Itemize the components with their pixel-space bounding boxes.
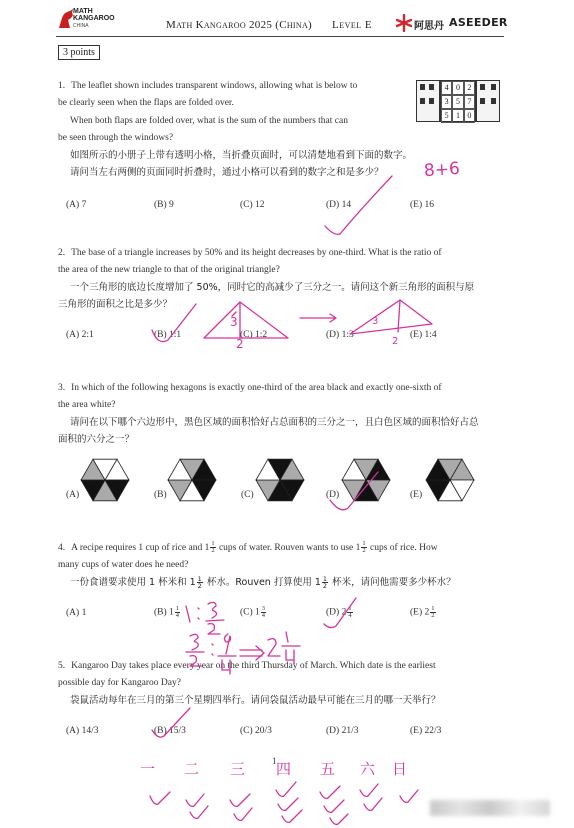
q2-en-text1: The base of a triangle increases by 50% and its height decreases by one-third. What is the ratio of — [71, 248, 442, 258]
q4-zh-line1: 一份食谱要求使用 1 杯米和 1 $\frac{1}{2}$ 杯水。Rouven 打算使用 1 $\frac{1}{2}$ 杯米，请问他需要多少杯水？ — [70, 575, 456, 590]
q5-en-text1: Kangaroo Day takes place every year on the third Thursday of March. Which date is the earliest — [71, 661, 436, 671]
hw-label: 2 — [236, 337, 244, 351]
hexagon-option-a — [81, 459, 129, 501]
q5-option-d[interactable]: (D) 21/3 — [326, 726, 359, 736]
q4-option-b[interactable]: (B) 1 $\frac{1}{4}$ — [154, 605, 180, 619]
grid-cell: 7 — [464, 95, 475, 109]
q5-en-line1 — [58, 658, 436, 675]
q5-en-line2: possible day for Kangaroo Day? — [58, 678, 181, 688]
grid-cell: 2 — [464, 81, 475, 95]
q3-option-c[interactable]: (C) — [241, 490, 254, 500]
q4-fraction: $\frac{1}{2}$ — [362, 540, 366, 555]
hw-label: 3 — [230, 315, 238, 329]
q4-option-a[interactable]: (A) 1 — [66, 608, 87, 618]
q2-option-c[interactable]: (C) 1:2 — [240, 330, 268, 340]
q5-zh-line1: 袋鼠活动每年在三月的第三个星期四举行。请问袋鼠活动最早可能在三月的哪一天举行？ — [70, 695, 441, 706]
q3-number: 3. — [58, 383, 66, 393]
grid-cell: 5 — [441, 109, 452, 123]
header-level: Level E — [332, 19, 373, 31]
logo-text-math: MATH — [73, 8, 93, 15]
q3-option-e[interactable]: (E) — [410, 490, 423, 500]
q3-option-b[interactable]: (B) — [154, 490, 167, 500]
q1-en-line2: be clearly seen when the flaps are folded over. — [58, 98, 234, 108]
q1-zh-line1: 如图所示的小册子上带有透明小格，当折叠页面时，可以清楚地看到下面的数字。 — [70, 150, 413, 161]
q3-en-line2: the area white? — [58, 400, 116, 410]
q4-en-line2: many cups of water does he need? — [58, 560, 189, 570]
q4-option-c[interactable]: (C) 1 $\frac{3}{4}$ — [240, 605, 266, 619]
q3-zh-line1: 请问在以下哪个六边形中，黑色区域的面积恰好占总面积的三分之一，且白色区域的面积恰好占总 — [70, 417, 479, 428]
q1-handwritten-note: 8+6 — [423, 158, 461, 182]
brand-cn: 阿思丹 — [414, 21, 444, 32]
q5-option-e[interactable]: (E) 22/3 — [410, 726, 442, 736]
q4-fraction: $\frac{1}{2}$ — [197, 575, 202, 590]
page-number: 1 — [272, 756, 277, 766]
q4-option-d[interactable]: (D) 2 $\frac{1}{4}$ — [326, 605, 352, 619]
q2-zh-line1: 一个三角形的底边长度增加了 50%，同时它的高减少了三分之一。请问这个新三角形的面积与原 — [70, 282, 475, 293]
q4-en-line1 — [58, 540, 438, 557]
q2-option-b[interactable]: (B) 1:1 — [154, 330, 182, 340]
q1-option-d[interactable]: (D) 14 — [326, 200, 352, 210]
watermark-blur — [430, 800, 550, 816]
q1-en-text1: The leaflet shown includes transparent windows, allowing what is below to — [71, 81, 358, 91]
section-label: 3 points — [58, 45, 100, 60]
q1-option-b[interactable]: (B) 9 — [154, 200, 174, 210]
q2-option-d[interactable]: (D) 1:3 — [326, 330, 354, 340]
q2-number: 2. — [58, 248, 66, 258]
q3-option-a[interactable]: (A) — [66, 490, 80, 500]
brand-en: ASEEDER — [449, 16, 508, 29]
hexagon-option-d — [342, 459, 390, 501]
grid-cell: 1 — [452, 109, 463, 123]
hw-label: 2 — [392, 336, 399, 347]
logo-text-china: CHINA — [73, 23, 89, 29]
q1-en-line4: be seen through the windows? — [58, 133, 174, 143]
q4-fraction: $\frac{1}{2}$ — [211, 540, 215, 555]
grid-cell: 0 — [452, 81, 463, 95]
q5-handwritten-days: 一 二 三 四 五 六 日 — [140, 760, 408, 778]
grid-cell: 0 — [464, 109, 475, 123]
grid-cell: 3 — [441, 95, 452, 109]
header-title: Math Kangaroo 2025 (China) — [166, 19, 312, 31]
q4-en-text1b: cups of water. Rouven wants to use 1 — [218, 543, 361, 553]
q1-en-line3: When both flaps are folded over, what is the sum of the numbers that can — [70, 116, 348, 126]
hexagon-option-b — [168, 459, 216, 501]
q1-option-e[interactable]: (E) 16 — [410, 200, 435, 210]
q1-option-a[interactable]: (A) 7 — [66, 200, 87, 210]
q4-en-text1a: A recipe requires 1 cup of rice and 1 — [71, 543, 210, 553]
q5-option-a[interactable]: (A) 14/3 — [66, 726, 99, 736]
q2-en-line2: the area of the new triangle to that of the original triangle? — [58, 265, 280, 275]
q4-en-text1c: cups of rice. How — [370, 543, 438, 553]
q4-number: 4. — [58, 543, 66, 553]
q2-option-e[interactable]: (E) 1:4 — [410, 330, 437, 340]
q1-number: 1. — [58, 81, 66, 91]
hexagon-option-e — [426, 459, 474, 501]
grid-cell: 5 — [452, 95, 463, 109]
logo-text-kangaroo: KANGAROO — [73, 15, 115, 22]
q2-zh-line2: 三角形的面积之比是多少？ — [58, 299, 173, 310]
grid-cell: 4 — [441, 81, 452, 95]
q5-number: 5. — [58, 661, 66, 671]
q5-option-c[interactable]: (C) 20/3 — [240, 726, 272, 736]
q1-option-c[interactable]: (C) 12 — [240, 200, 265, 210]
q1-zh-line2: 请问当左右两侧的页面同时折叠时，通过小格可以看到的数字之和是多少？ — [70, 167, 384, 178]
q3-zh-line2: 面积的六分之一？ — [58, 434, 135, 445]
q3-option-d[interactable]: (D) — [326, 490, 340, 500]
q5-option-b[interactable]: (B) 15/3 — [154, 726, 186, 736]
hexagon-option-c — [256, 459, 304, 501]
q4-fraction: $\frac{1}{2}$ — [322, 575, 328, 590]
hw-label: 3 — [372, 316, 379, 327]
q2-option-a[interactable]: (A) 2:1 — [66, 330, 94, 340]
q4-option-e[interactable]: (E) 2 $\frac{1}{2}$ — [410, 605, 435, 619]
q3-en-text1: In which of the following hexagons is exactly one-third of the area black and exactly one-sixth of — [71, 383, 442, 393]
